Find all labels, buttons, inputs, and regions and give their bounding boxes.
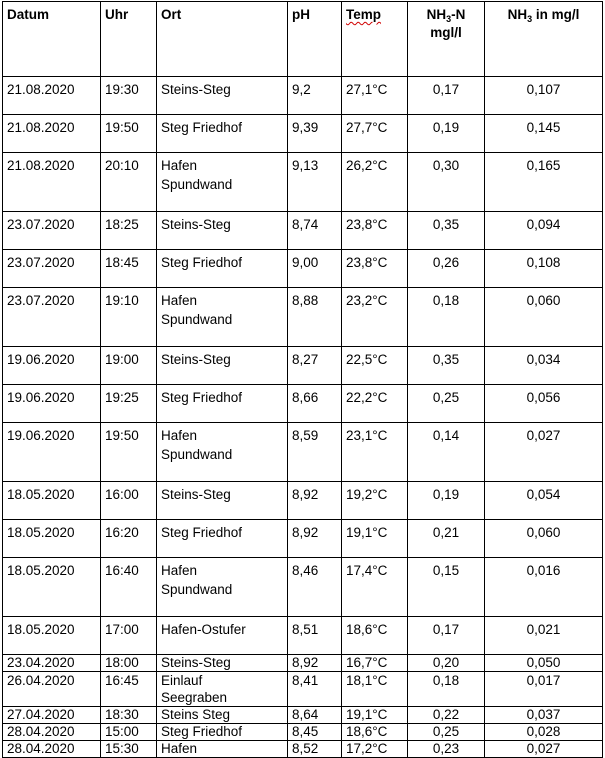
cell-uhr: 19:50 (101, 115, 157, 153)
cell-datum: 23.04.2020 (3, 655, 101, 672)
header-nh3n-sub: 3 (446, 14, 452, 24)
cell-nh3: 0,034 (485, 347, 603, 385)
cell-datum: 26.04.2020 (3, 672, 101, 707)
cell-datum: 27.04.2020 (3, 707, 101, 724)
header-nh3n-unit: mgl/l (430, 25, 462, 40)
cell-ort (157, 558, 288, 617)
cell-temp: 27,1°C (342, 77, 408, 115)
cell-nh3: 0,060 (485, 288, 603, 347)
cell-ort-line1: Steg Friedhof (161, 255, 243, 270)
cell-nh3n: 0,20 (408, 655, 485, 672)
cell-uhr: 16:20 (101, 520, 157, 558)
cell-ort-line1: Steins-Steg (161, 487, 231, 502)
cell-ort-line1: Steg Friedhof (161, 390, 243, 405)
cell-ort-line2: Seegraben (161, 690, 228, 705)
cell-nh3n: 0,35 (408, 347, 485, 385)
cell-ort-line1: Steg Friedhof (161, 120, 243, 135)
header-row (3, 2, 603, 77)
header-nh3 (485, 2, 603, 77)
cell-nh3n: 0,18 (408, 672, 485, 707)
cell-ort (157, 672, 288, 707)
cell-ort (157, 347, 288, 385)
cell-nh3: 0,094 (485, 212, 603, 250)
cell-ph: 9,00 (288, 250, 342, 288)
cell-ort-line2: Spundwand (161, 582, 233, 597)
cell-temp: 23,2°C (342, 288, 408, 347)
cell-ort (157, 482, 288, 520)
cell-ort (157, 250, 288, 288)
cell-nh3: 0,028 (485, 724, 603, 741)
cell-ph: 8,45 (288, 724, 342, 741)
cell-datum: 23.07.2020 (3, 288, 101, 347)
header-nh3-prefix: NH (507, 7, 528, 22)
cell-uhr: 19:00 (101, 347, 157, 385)
header-temp (342, 2, 408, 77)
cell-nh3: 0,060 (485, 520, 603, 558)
cell-nh3n: 0,35 (408, 212, 485, 250)
cell-datum: 28.04.2020 (3, 724, 101, 741)
cell-ort (157, 423, 288, 482)
cell-ph: 8,46 (288, 558, 342, 617)
cell-temp: 16,7°C (342, 655, 408, 672)
cell-nh3n: 0,17 (408, 617, 485, 655)
cell-temp: 27,7°C (342, 115, 408, 153)
cell-ph: 8,92 (288, 520, 342, 558)
cell-ort (157, 707, 288, 724)
cell-ort (157, 520, 288, 558)
cell-datum: 23.07.2020 (3, 250, 101, 288)
cell-ort-line1: Hafen (161, 158, 198, 173)
cell-temp: 23,8°C (342, 250, 408, 288)
cell-nh3n: 0,19 (408, 482, 485, 520)
cell-temp: 18,6°C (342, 617, 408, 655)
header-uhr: Uhr (101, 2, 157, 77)
cell-ort-line2: Spundwand (161, 447, 233, 462)
cell-temp: 23,8°C (342, 212, 408, 250)
cell-nh3: 0,017 (485, 672, 603, 707)
cell-uhr: 19:10 (101, 288, 157, 347)
cell-ort-line1: Einlauf (161, 673, 203, 688)
table-row (3, 707, 603, 724)
cell-datum: 21.08.2020 (3, 153, 101, 212)
cell-nh3n: 0,17 (408, 77, 485, 115)
header-nh3n-suffix: -N (451, 7, 466, 22)
cell-ort (157, 115, 288, 153)
table-row (3, 520, 603, 558)
cell-nh3: 0,054 (485, 482, 603, 520)
cell-uhr: 18:45 (101, 250, 157, 288)
cell-uhr: 15:00 (101, 724, 157, 741)
cell-ort (157, 77, 288, 115)
cell-datum: 21.08.2020 (3, 77, 101, 115)
header-ph: pH (288, 2, 342, 77)
cell-nh3n: 0,15 (408, 558, 485, 617)
header-temp-label: Temp (346, 7, 382, 22)
cell-ort-line1: Hafen (161, 428, 198, 443)
cell-ort-line2: Spundwand (161, 312, 233, 327)
table-row (3, 77, 603, 115)
cell-temp: 22,2°C (342, 385, 408, 423)
table-row (3, 672, 603, 707)
cell-temp: 26,2°C (342, 153, 408, 212)
table-body (3, 77, 603, 758)
cell-uhr: 18:00 (101, 655, 157, 672)
cell-nh3: 0,050 (485, 655, 603, 672)
cell-nh3: 0,027 (485, 423, 603, 482)
cell-ph: 8,88 (288, 288, 342, 347)
cell-ort-line1: Hafen (161, 293, 198, 308)
cell-ort (157, 724, 288, 741)
cell-nh3: 0,037 (485, 707, 603, 724)
cell-datum: 18.05.2020 (3, 558, 101, 617)
cell-temp: 23,1°C (342, 423, 408, 482)
cell-nh3: 0,021 (485, 617, 603, 655)
cell-uhr: 16:40 (101, 558, 157, 617)
cell-ph: 8,51 (288, 617, 342, 655)
cell-ort-line1: Steg Friedhof (161, 724, 243, 739)
cell-nh3n: 0,25 (408, 724, 485, 741)
cell-ort-line1: Steins-Steg (161, 655, 231, 670)
cell-temp: 19,1°C (342, 707, 408, 724)
table-row (3, 212, 603, 250)
cell-ph: 8,41 (288, 672, 342, 707)
cell-ph: 8,74 (288, 212, 342, 250)
cell-nh3n: 0,22 (408, 707, 485, 724)
cell-datum: 23.07.2020 (3, 212, 101, 250)
table-row (3, 482, 603, 520)
cell-temp: 19,2°C (342, 482, 408, 520)
cell-temp: 19,1°C (342, 520, 408, 558)
cell-temp: 18,1°C (342, 672, 408, 707)
cell-datum: 19.06.2020 (3, 347, 101, 385)
cell-temp: 17,2°C (342, 741, 408, 758)
cell-nh3n: 0,26 (408, 250, 485, 288)
cell-nh3n: 0,19 (408, 115, 485, 153)
measurement-table (2, 1, 603, 758)
cell-datum: 21.08.2020 (3, 115, 101, 153)
cell-ph: 8,52 (288, 741, 342, 758)
cell-nh3: 0,145 (485, 115, 603, 153)
cell-uhr: 19:25 (101, 385, 157, 423)
header-nh3n-prefix: NH (426, 7, 447, 22)
table-row (3, 153, 603, 212)
header-ort: Ort (157, 2, 288, 77)
cell-nh3: 0,056 (485, 385, 603, 423)
table-row (3, 724, 603, 741)
cell-uhr: 16:45 (101, 672, 157, 707)
table-row (3, 741, 603, 758)
header-nh3-sub: 3 (527, 14, 533, 24)
cell-datum: 19.06.2020 (3, 423, 101, 482)
table-row (3, 558, 603, 617)
cell-uhr: 19:30 (101, 77, 157, 115)
table-row (3, 115, 603, 153)
cell-nh3: 0,108 (485, 250, 603, 288)
cell-nh3n: 0,21 (408, 520, 485, 558)
cell-nh3n: 0,14 (408, 423, 485, 482)
cell-nh3: 0,027 (485, 741, 603, 758)
cell-ph: 9,2 (288, 77, 342, 115)
cell-nh3n: 0,18 (408, 288, 485, 347)
cell-ort-line1: Hafen (161, 563, 198, 578)
table-row (3, 250, 603, 288)
header-nh3n (408, 2, 485, 77)
header-nh3-suffix: in mg/l (532, 7, 580, 22)
cell-datum: 19.06.2020 (3, 385, 101, 423)
cell-ph: 8,64 (288, 707, 342, 724)
cell-temp: 18,6°C (342, 724, 408, 741)
cell-ort (157, 153, 288, 212)
table-row (3, 655, 603, 672)
table-row (3, 288, 603, 347)
cell-uhr: 19:50 (101, 423, 157, 482)
table-row (3, 385, 603, 423)
cell-ph: 8,27 (288, 347, 342, 385)
cell-nh3: 0,107 (485, 77, 603, 115)
cell-datum: 18.05.2020 (3, 482, 101, 520)
cell-uhr: 17:00 (101, 617, 157, 655)
cell-ph: 8,59 (288, 423, 342, 482)
cell-ph: 8,66 (288, 385, 342, 423)
cell-nh3: 0,165 (485, 153, 603, 212)
cell-nh3n: 0,25 (408, 385, 485, 423)
cell-ort (157, 617, 288, 655)
cell-ort-line1: Steins-Steg (161, 217, 231, 232)
cell-datum: 28.04.2020 (3, 741, 101, 758)
cell-ort (157, 288, 288, 347)
cell-uhr: 20:10 (101, 153, 157, 212)
cell-ph: 9,13 (288, 153, 342, 212)
cell-nh3n: 0,30 (408, 153, 485, 212)
cell-temp: 17,4°C (342, 558, 408, 617)
cell-ort-line1: Steins-Steg (161, 352, 231, 367)
table-row (3, 423, 603, 482)
cell-nh3n: 0,23 (408, 741, 485, 758)
cell-uhr: 16:00 (101, 482, 157, 520)
cell-ort (157, 741, 288, 758)
cell-datum: 18.05.2020 (3, 617, 101, 655)
cell-uhr: 18:25 (101, 212, 157, 250)
cell-ort-line1: Hafen-Ostufer (161, 622, 246, 637)
cell-ort (157, 655, 288, 672)
cell-datum: 18.05.2020 (3, 520, 101, 558)
cell-uhr: 18:30 (101, 707, 157, 724)
cell-ort-line1: Steins Steg (161, 707, 231, 722)
cell-nh3: 0,016 (485, 558, 603, 617)
cell-ph: 9,39 (288, 115, 342, 153)
cell-ph: 8,92 (288, 655, 342, 672)
table-row (3, 617, 603, 655)
table-row (3, 347, 603, 385)
cell-ort-line1: Steins-Steg (161, 82, 231, 97)
header-datum: Datum (3, 2, 101, 77)
cell-uhr: 15:30 (101, 741, 157, 758)
cell-ph: 8,92 (288, 482, 342, 520)
cell-ort (157, 385, 288, 423)
cell-temp: 22,5°C (342, 347, 408, 385)
cell-ort (157, 212, 288, 250)
cell-ort-line1: Steg Friedhof (161, 525, 243, 540)
cell-ort-line2: Spundwand (161, 177, 233, 192)
cell-ort-line1: Hafen (161, 741, 198, 756)
